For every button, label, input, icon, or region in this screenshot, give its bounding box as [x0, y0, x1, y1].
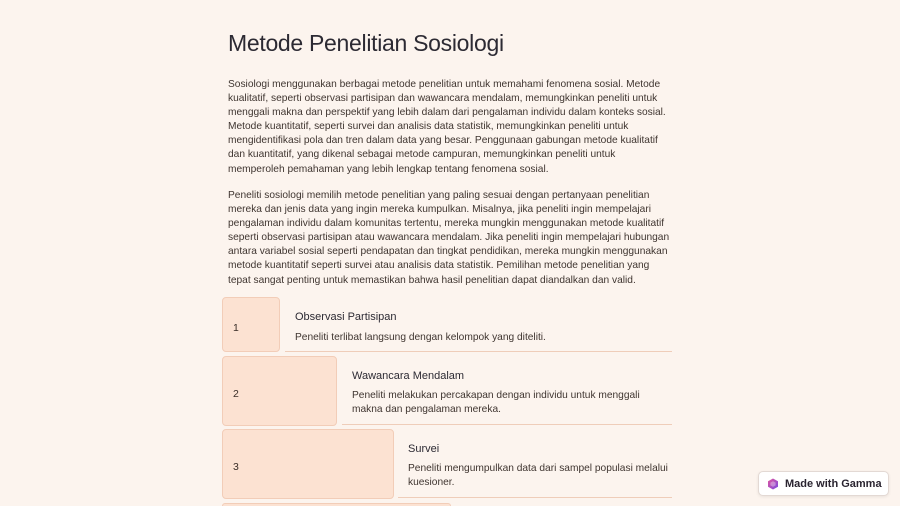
step-1-number-box [222, 297, 280, 352]
step-1-number: 1 [233, 322, 239, 334]
made-with-gamma-label: Made with Gamma [785, 477, 882, 490]
method-selection-paragraph: Peneliti sosiologi memilih metode penelitian yang paling sesuai dengan pertanyaan penelitian mereka dan jenis data yang ingin mereka kumpulkan. Misalnya, jika peneliti ingin mempelajari pengalaman individu dalam komunitas tertentu, mereka mungkin menggunakan metode kualitatif seperti observasi partisipan atau wawancara mendalam. Jika peneliti ingin mempelajari hubungan antara variabel sosial seperti pendapatan dan tingkat pendidikan, mereka mungkin menggunakan metode kuantitatif seperti survei atau analisis data statistik. Pemilihan metode penelitian yang tepat sangat penting untuk memastikan bahwa hasil penelitian dapat diandalkan dan valid. [228, 190, 670, 286]
step-1-divider [285, 351, 672, 352]
step-2-title: Wawancara Mendalam [352, 370, 465, 382]
made-with-gamma-badge[interactable] [758, 471, 889, 496]
gamma-logo-icon [767, 478, 779, 490]
step-2-divider [342, 424, 672, 425]
step-3-divider [398, 497, 672, 498]
step-3-number-box [222, 429, 394, 499]
page-title: Metode Penelitian Sosiologi [228, 30, 504, 56]
step-1-title: Observasi Partisipan [295, 311, 397, 323]
step-1-description: Peneliti terlibat langsung dengan kelompok yang diteliti. [295, 332, 546, 343]
step-2-number: 2 [233, 388, 239, 400]
step-2-description: Peneliti melakukan percakapan dengan individu untuk menggali makna dan pengalaman mereka. [352, 390, 640, 416]
intro-paragraph: Sosiologi menggunakan berbagai metode penelitian untuk memahami fenomena sosial. Metode kualitatif, seperti observasi partisipan dan wawancara mendalam, memungkinkan peneliti untuk menggali makna dan perspektif yang lebih dalam dari pengalaman individu dalam konteks sosial. Metode kuantitatif, seperti survei dan analisis data statistik, memungkinkan peneliti untuk mengidentifikasi pola dan tren dalam data yang besar. Penggunaan gabungan metode kualitatif dan kuantitatif, yang dikenal sebagai metode campuran, memungkinkan peneliti untuk memperoleh pemahaman yang lebih lengkap tentang fenomena sosial. [228, 79, 666, 175]
step-2-number-box [222, 356, 337, 426]
step-3-number: 3 [233, 461, 239, 473]
step-3-description: Peneliti mengumpulkan data dari sampel populasi melalui kuesioner. [408, 463, 668, 489]
step-3-title: Survei [408, 443, 440, 455]
